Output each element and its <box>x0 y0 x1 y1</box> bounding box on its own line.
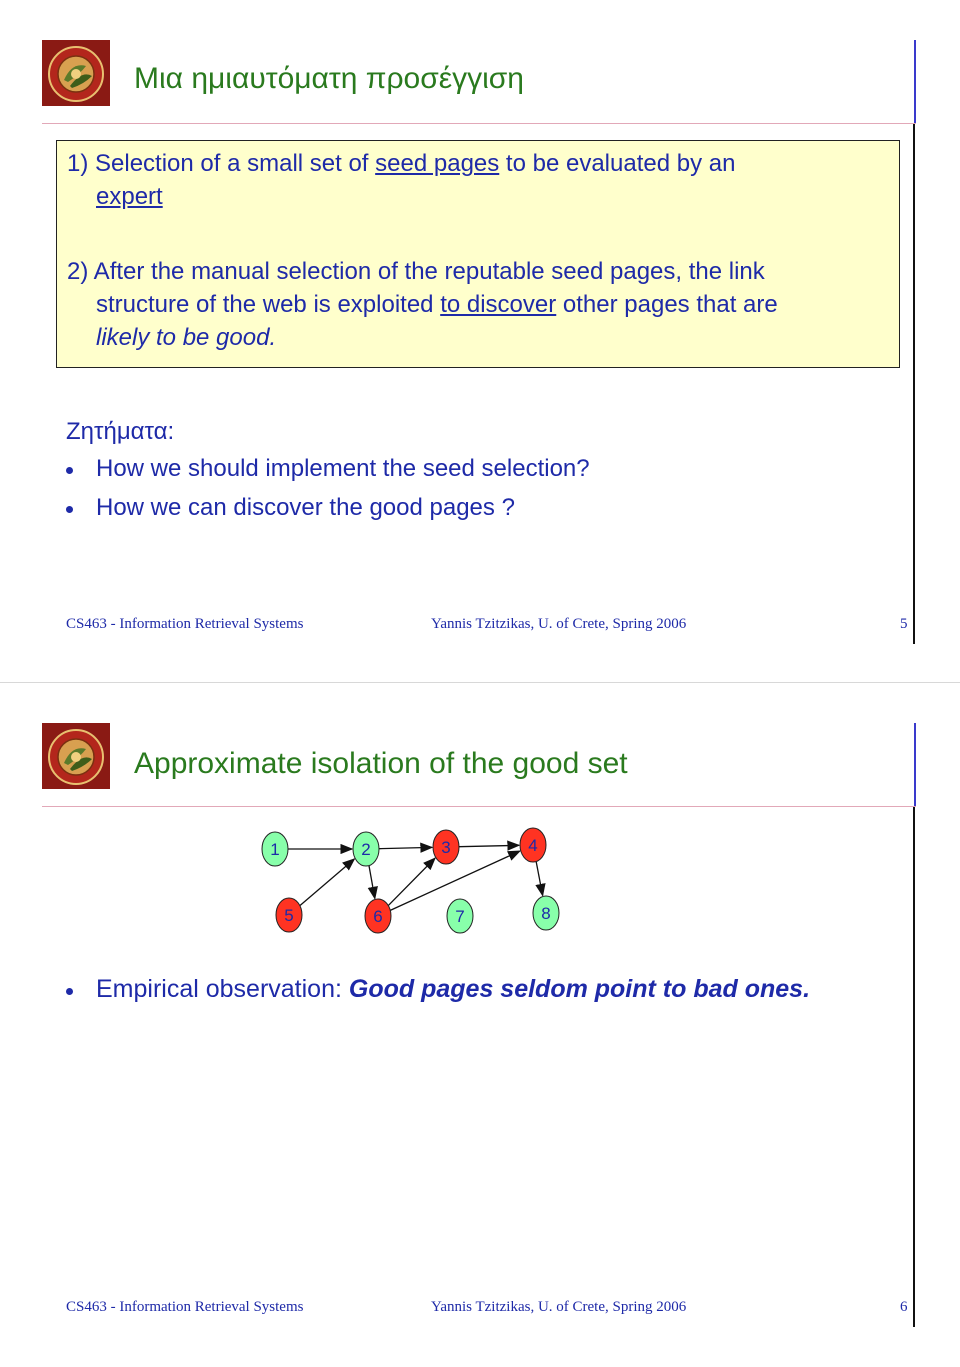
footer-author: Yannis Tzitzikas, U. of Crete, Spring 2006 <box>431 1299 687 1315</box>
slide-5 <box>0 0 960 683</box>
node-label-1: 1 <box>270 840 280 859</box>
page-number: 5 <box>900 616 908 632</box>
link-graph <box>0 683 960 963</box>
title-divider <box>42 123 916 124</box>
expert-term: expert <box>96 183 163 210</box>
title-vertical-rule <box>914 40 916 124</box>
issues-heading: Ζητήματα: <box>66 418 175 445</box>
step-1-text <box>67 147 897 213</box>
footer-course: CS463 - Information Retrieval Systems <box>66 1299 304 1315</box>
edge-6-3 <box>388 858 435 905</box>
to-discover-term: to discover <box>440 291 557 318</box>
node-label-7: 7 <box>455 907 465 926</box>
issue-bullet-1: How we should implement the seed selection? <box>96 455 590 482</box>
node-label-4: 4 <box>528 836 538 855</box>
step-1-prefix: 1) Selection of a small set of <box>67 150 376 177</box>
right-vertical-rule <box>913 124 915 644</box>
step-2-line-2-prefix: structure of the web is exploited <box>96 291 441 318</box>
step-1-suffix: to be evaluated by an <box>499 150 736 177</box>
edge-2-6 <box>369 866 375 899</box>
footer-course: CS463 - Information Retrieval Systems <box>66 616 304 632</box>
slide-title: Approximate isolation of the good set <box>134 747 628 780</box>
step-2-text <box>67 255 897 354</box>
node-label-2: 2 <box>361 840 371 859</box>
node-label-3: 3 <box>441 838 451 857</box>
issue-bullet-2: How we can discover the good pages ? <box>96 494 515 521</box>
step-2-line-2-suffix: other pages that are <box>556 291 778 318</box>
node-label-5: 5 <box>284 906 294 925</box>
page-number: 6 <box>900 1299 908 1315</box>
university-of-crete-logo <box>42 40 110 106</box>
edge-5-2 <box>300 859 354 906</box>
bullet-dot <box>66 467 73 474</box>
node-label-6: 6 <box>373 907 383 926</box>
edge-2-3 <box>379 847 432 848</box>
step-2-line-3: likely to be good. <box>96 324 277 351</box>
seed-pages-term: seed pages <box>375 150 500 177</box>
bullet-dot <box>66 506 73 513</box>
bullet-dot <box>66 988 73 995</box>
slide-6 <box>0 683 960 1367</box>
empirical-observation <box>96 975 810 1004</box>
highlight-box <box>56 140 900 368</box>
step-2-line-1: 2) After the manual selection of the reputable seed pages, the link <box>67 258 765 285</box>
slide-title: Μια ημιαυτόματη προσέγγιση <box>134 62 524 95</box>
edge-4-8 <box>536 861 543 895</box>
footer-author: Yannis Tzitzikas, U. of Crete, Spring 2006 <box>431 616 687 632</box>
node-label-8: 8 <box>541 904 551 923</box>
edge-3-4 <box>459 845 519 846</box>
observation-emphasis: Good pages seldom point to bad ones. <box>348 975 811 1003</box>
observation-prefix: Empirical observation: <box>96 975 349 1003</box>
